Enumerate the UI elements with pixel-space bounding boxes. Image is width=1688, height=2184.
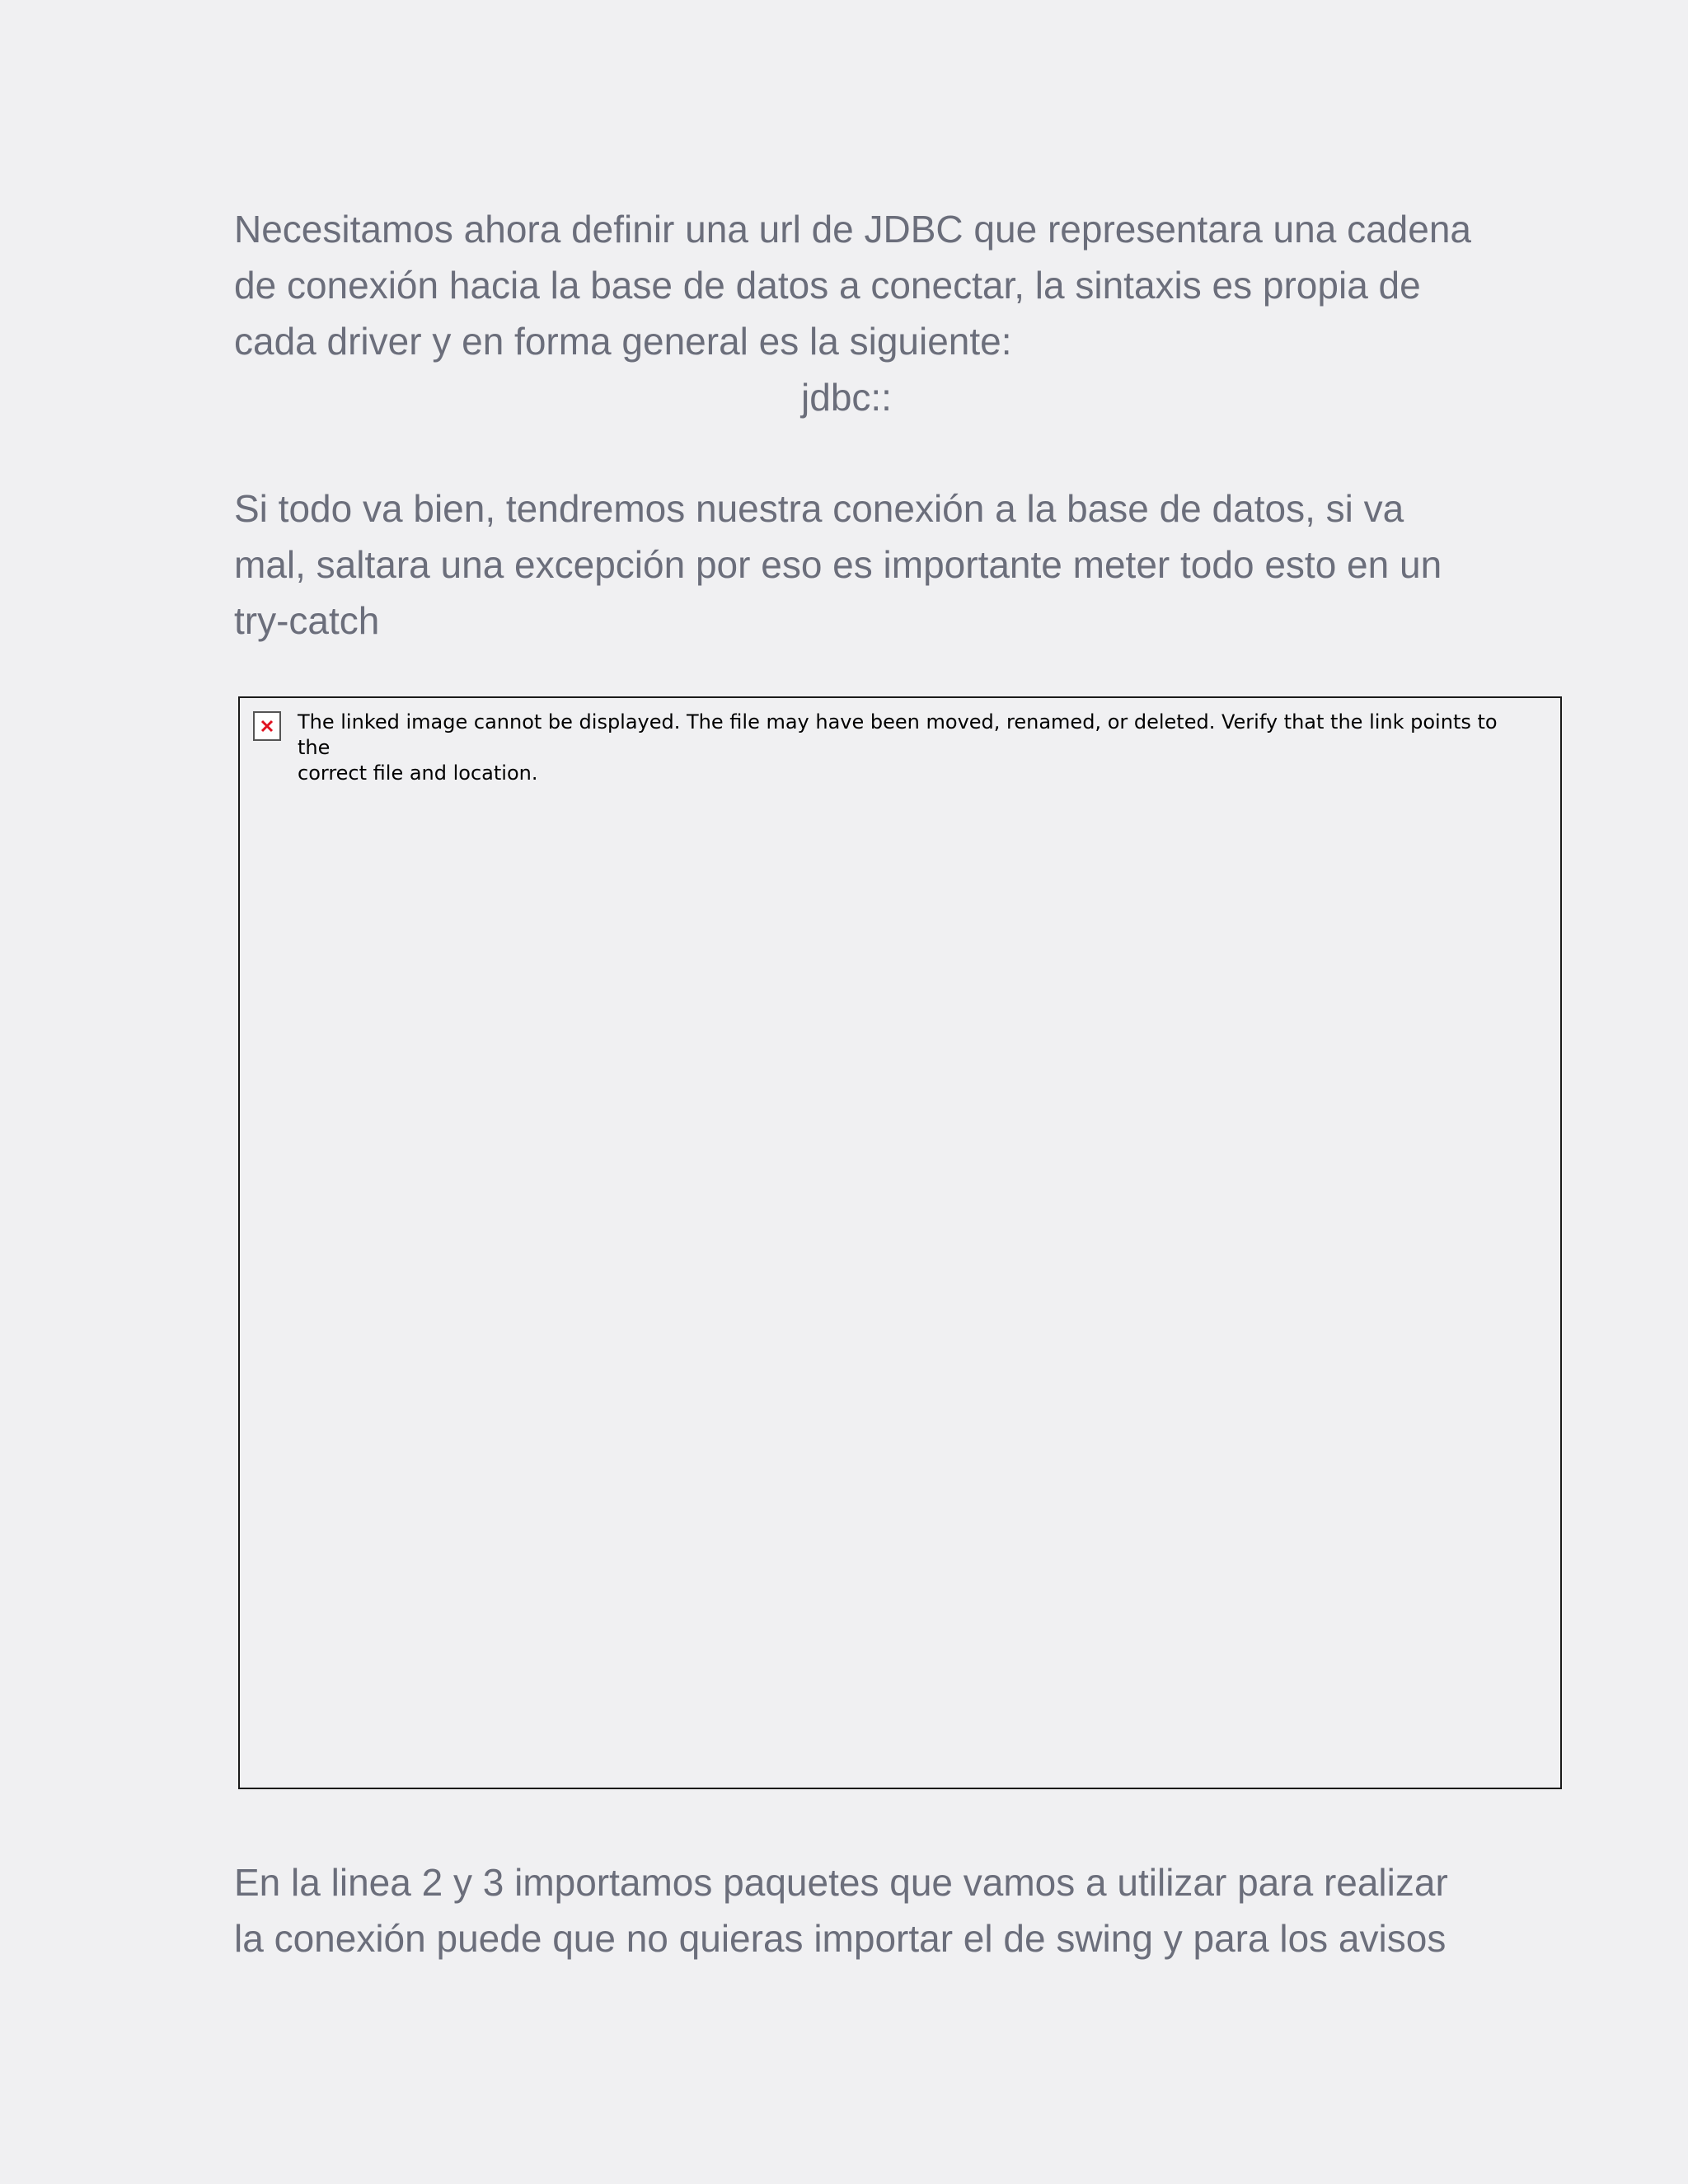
message-line: The linked image cannot be displayed. The file may have been moved, renamed, or deleted. Verify that the link points to the bbox=[298, 710, 1498, 759]
text-line: Si todo va bien, tendremos nuestra conexión a la base de datos, si va bbox=[234, 487, 1404, 530]
message-line: correct file and location. bbox=[298, 762, 538, 785]
text-line: En la linea 2 y 3 importamos paquetes que vamos a utilizar para realizar bbox=[234, 1861, 1448, 1904]
text-line: mal, saltara una excepción por eso es importante meter todo esto en un bbox=[234, 543, 1442, 586]
broken-image-message bbox=[298, 710, 1534, 786]
text-line: de conexión hacia la base de datos a conectar, la sintaxis es propia de bbox=[234, 264, 1421, 307]
paragraph-imports bbox=[234, 1854, 1470, 1966]
paragraph-connection-result bbox=[234, 480, 1470, 649]
text-line: la conexión puede que no quieras importar el de swing y para los avisos bbox=[234, 1917, 1447, 1960]
text-line: Necesitamos ahora definir una url de JDBC que representara una cadena bbox=[234, 208, 1471, 251]
text-line: try-catch bbox=[234, 599, 380, 642]
broken-image-icon bbox=[253, 711, 281, 741]
text-line: cada driver y en forma general es la siguiente: bbox=[234, 320, 1012, 363]
jdbc-syntax-line: jdbc:: bbox=[801, 376, 892, 419]
broken-image-placeholder bbox=[238, 696, 1562, 1789]
paragraph-jdbc-url-intro bbox=[234, 201, 1470, 369]
